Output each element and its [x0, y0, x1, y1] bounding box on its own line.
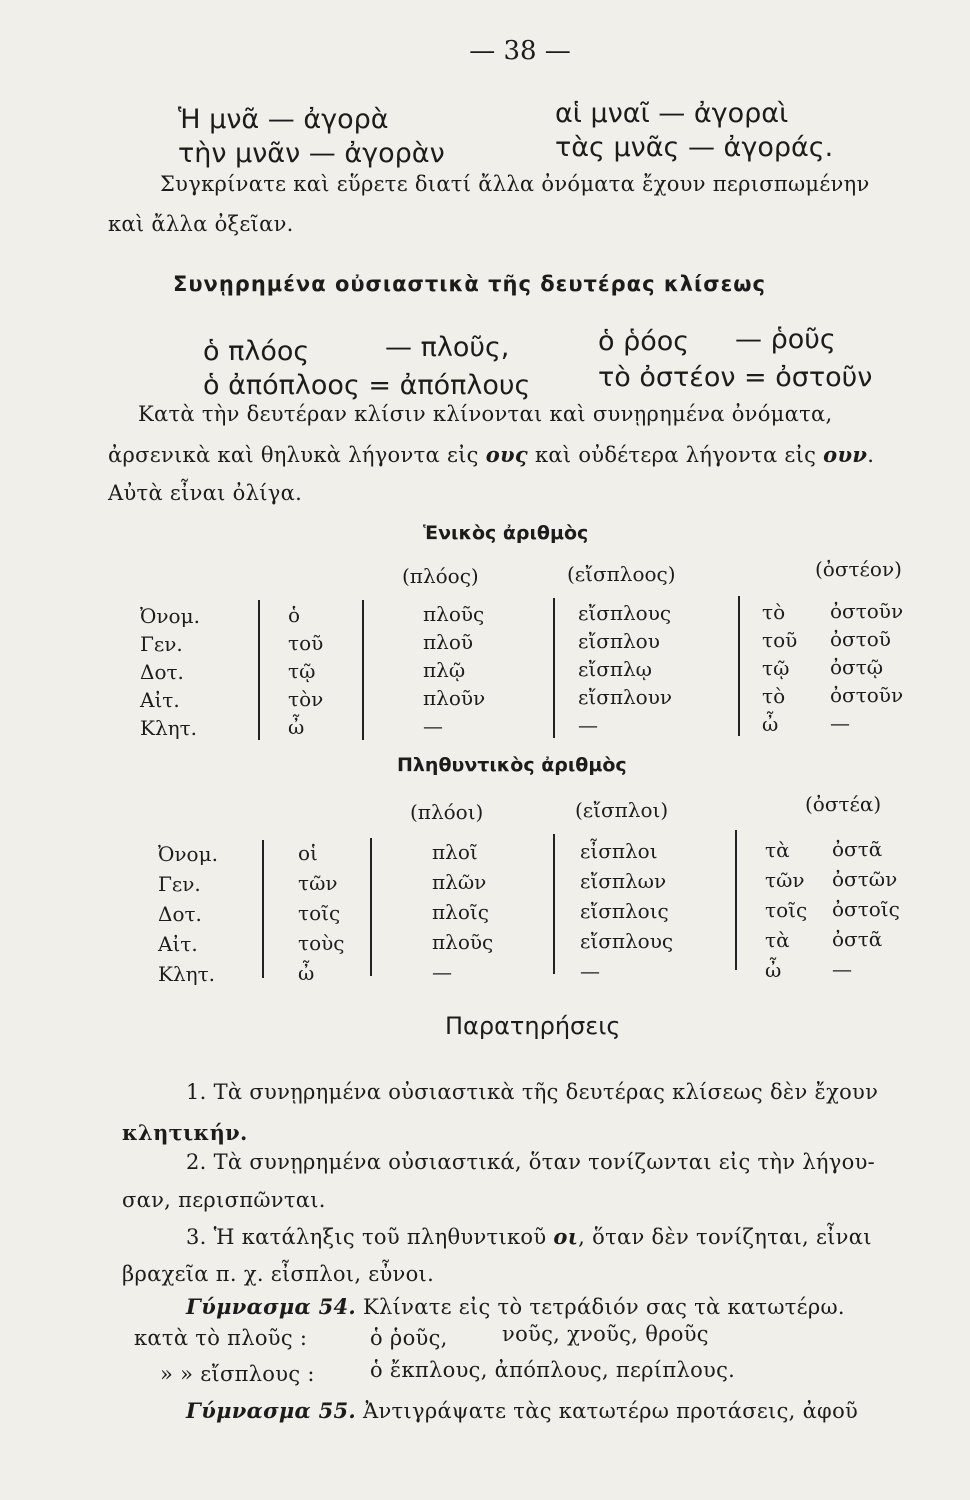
table-rule — [258, 600, 260, 740]
plural-title: Πληθυντικὸς ἀριθμὸς — [397, 754, 627, 776]
plural-cell-col2-2: εἴσπλοις — [580, 899, 669, 923]
plural-cell-col2-3: εἴσπλους — [580, 929, 674, 953]
singular-header-2: (εἴσπλοος) — [567, 562, 676, 586]
singular-cell-cases-3: Αἰτ. — [140, 688, 180, 712]
example-right-1: αἱ μναῖ — ἀγοραὶ — [555, 98, 789, 129]
form-plous: — πλοῦς, — [385, 332, 510, 363]
plural-cell-col1-2: πλοῖς — [432, 900, 489, 924]
exercise-54-row1b: ὁ ῥοῦς, — [370, 1326, 448, 1350]
plural-cell-col2-0: εἶσπλοι — [580, 839, 658, 863]
plural-cell-articles-1: τῶν — [298, 871, 338, 895]
singular-cell-cases-2: Δοτ. — [140, 660, 184, 684]
plural-cell-col3-4: — — [832, 957, 852, 981]
singular-cell-articles-4: ὦ — [288, 715, 305, 739]
singular-cell-neut_articles-0: τὸ — [762, 600, 786, 624]
page-number: — 38 — — [469, 36, 571, 66]
plural-cell-col3-1: ὀστῶν — [832, 867, 898, 891]
plural-cell-neut_articles-1: τῶν — [765, 868, 805, 892]
singular-cell-cases-1: Γεν. — [140, 632, 183, 656]
plural-header-3: (ὀστέα) — [805, 792, 882, 816]
plural-cell-col2-4: — — [580, 959, 600, 983]
plural-cell-cases-0: Ὀνομ. — [158, 842, 218, 866]
exercise-54-row1a: κατὰ τὸ πλοῦς : — [134, 1326, 308, 1350]
form-plooos: ὁ πλόος — [203, 336, 310, 367]
table-rule — [735, 830, 737, 970]
singular-cell-col1-0: πλοῦς — [423, 602, 485, 626]
plural-cell-cases-4: Κλητ. — [158, 962, 216, 986]
plural-header-1: (πλόοι) — [410, 800, 484, 824]
singular-header-3: (ὀστέον) — [815, 557, 902, 581]
plural-cell-col1-4: — — [432, 960, 452, 984]
singular-cell-neut_articles-1: τοῦ — [762, 628, 798, 652]
plural-cell-col1-1: πλῶν — [432, 870, 487, 894]
plural-cell-articles-4: ὦ — [298, 961, 315, 985]
example-left-2: τὴν μνᾶν — ἀγορὰν — [178, 138, 445, 169]
plural-cell-articles-0: οἱ — [298, 841, 318, 865]
section-heading: Συνῃρημένα οὐσιαστικὰ τῆς δευτέρας κλίσεως — [173, 272, 766, 296]
note-3b: βραχεῖα π. χ. εἶσπλοι, εὖνοι. — [122, 1262, 435, 1286]
singular-cell-articles-2: τῷ — [288, 659, 316, 683]
singular-cell-col1-2: πλῷ — [423, 658, 466, 682]
singular-cell-col3-4: — — [830, 711, 850, 735]
singular-cell-neut_articles-4: ὦ — [762, 712, 779, 736]
plural-cell-cases-3: Αἰτ. — [158, 932, 198, 956]
singular-cell-col2-2: εἴσπλῳ — [578, 657, 652, 681]
plural-cell-neut_articles-3: τὰ — [765, 928, 790, 952]
singular-cell-col2-3: εἴσπλουν — [578, 685, 673, 709]
singular-cell-col1-3: πλοῦν — [423, 686, 486, 710]
singular-cell-articles-0: ὁ — [288, 603, 301, 627]
note-1a: 1. Τὰ συνῃρημένα οὐσιαστικὰ τῆς δευτέρας κλίσεως δὲν ἔχουν — [186, 1080, 879, 1104]
singular-cell-col3-3: ὀστοῦν — [830, 683, 904, 707]
plural-cell-col3-3: ὀστᾶ — [832, 927, 883, 951]
plural-cell-neut_articles-2: τοῖς — [765, 898, 808, 922]
form-osteon: τὸ ὀστέον = ὀστοῦν — [598, 362, 873, 393]
singular-cell-col1-4: — — [423, 714, 443, 738]
form-apoploos: ὁ ἀπόπλοος = ἀπόπλους — [203, 370, 531, 401]
plural-cell-articles-2: τοῖς — [298, 901, 341, 925]
table-rule — [262, 840, 264, 978]
exercise-54-row2a: » » εἴσπλους : — [160, 1362, 315, 1386]
plural-cell-cases-2: Δοτ. — [158, 902, 202, 926]
exercise-55: Γύμνασμα 55. Ἀντιγράψατε τὰς κατωτέρω προτάσεις, ἀφοῦ — [186, 1398, 859, 1423]
singular-cell-col2-4: — — [578, 713, 598, 737]
singular-title: Ἑνικὸς ἀριθμὸς — [423, 522, 589, 544]
singular-cell-neut_articles-2: τῷ — [762, 656, 790, 680]
table-rule — [370, 838, 372, 976]
note-3a: 3. Ἡ κατάληξις τοῦ πληθυντικοῦ οι, ὅταν δὲν τονίζηται, εἶναι — [186, 1224, 872, 1249]
rule-line-3: Αὐτὰ εἶναι ὀλίγα. — [108, 481, 303, 505]
plural-cell-neut_articles-0: τὰ — [765, 838, 790, 862]
singular-cell-col3-0: ὀστοῦν — [830, 599, 904, 623]
plural-header-2: (εἴσπλοι) — [575, 798, 669, 822]
plural-cell-col1-3: πλοῦς — [432, 930, 494, 954]
plural-cell-col2-1: εἴσπλων — [580, 869, 667, 893]
exercise-54: Γύμνασμα 54. Κλίνατε εἰς τὸ τετράδιόν σας τὰ κατωτέρω. — [186, 1294, 845, 1319]
exercise-54-row1c: νοῦς, χνοῦς, θροῦς — [502, 1322, 709, 1346]
plural-cell-col3-2: ὀστοῖς — [832, 897, 900, 921]
singular-cell-cases-0: Ὀνομ. — [140, 604, 200, 628]
table-rule — [738, 596, 740, 736]
example-left-1: Ἡ μνᾶ — ἀγορὰ — [178, 104, 389, 135]
table-rule — [553, 834, 555, 974]
example-right-2: τὰς μνᾶς — ἀγοράς. — [555, 132, 834, 163]
singular-cell-cases-4: Κλητ. — [140, 716, 198, 740]
singular-header-1: (πλόος) — [402, 564, 479, 588]
form-rhous: — ῥοῦς — [735, 324, 836, 355]
rule-line-2: ἀρσενικὰ καὶ θηλυκὰ λήγοντα εἰς ους καὶ οὐδέτερα λήγοντα εἰς ουν. — [108, 442, 875, 467]
intro-line-1: Συγκρίνατε καὶ εὕρετε διατί ἄλλα ὀνόματα ἔχουν περισπωμένην — [160, 172, 870, 196]
notes-title: Παρατηρήσεις — [445, 1012, 621, 1040]
plural-cell-neut_articles-4: ὦ — [765, 958, 782, 982]
singular-cell-neut_articles-3: τὸ — [762, 684, 786, 708]
singular-cell-col3-2: ὀστῷ — [830, 655, 884, 679]
singular-cell-articles-3: τὸν — [288, 687, 324, 711]
singular-cell-col2-0: εἴσπλους — [578, 601, 672, 625]
plural-cell-cases-1: Γεν. — [158, 872, 201, 896]
form-rhoos: ὁ ῥόος — [598, 326, 690, 357]
intro-line-2: καὶ ἄλλα ὀξεῖαν. — [108, 212, 294, 236]
rule-line-1: Κατὰ τὴν δευτέραν κλίσιν κλίνονται καὶ συνῃρημένα ὀνόματα, — [138, 402, 833, 426]
singular-cell-col1-1: πλοῦ — [423, 630, 474, 654]
note-1b: κλητικήν. — [122, 1120, 248, 1145]
plural-cell-col1-0: πλοῖ — [432, 840, 478, 864]
table-rule — [553, 598, 555, 738]
exercise-54-row2b: ὁ ἔκπλους, ἀπόπλους, περίπλους. — [370, 1358, 736, 1382]
singular-cell-col3-1: ὀστοῦ — [830, 627, 891, 651]
plural-cell-articles-3: τοὺς — [298, 931, 345, 955]
note-2a: 2. Τὰ συνῃρημένα οὐσιαστικά, ὅταν τονίζωνται εἰς τὴν λήγου- — [186, 1150, 876, 1174]
singular-cell-articles-1: τοῦ — [288, 631, 324, 655]
plural-cell-col3-0: ὀστᾶ — [832, 837, 883, 861]
table-rule — [362, 600, 364, 740]
singular-cell-col2-1: εἴσπλου — [578, 629, 660, 653]
note-2b: σαν, περισπῶνται. — [122, 1188, 326, 1212]
